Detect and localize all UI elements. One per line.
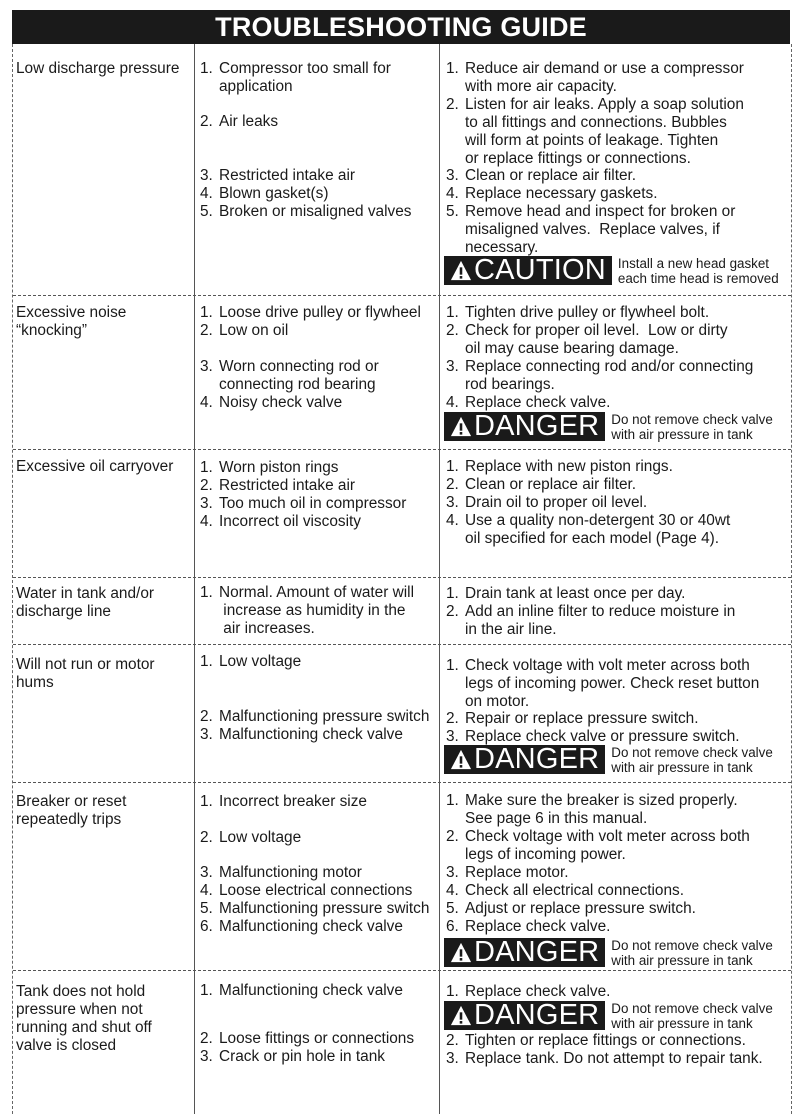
danger-badge: DANGER [444, 938, 605, 967]
cause-item: 2. Air leaks [200, 113, 279, 130]
danger-warning [444, 938, 773, 967]
danger-warning [444, 745, 773, 774]
problem-cell: Water in tank and/or discharge line [16, 585, 155, 620]
solution-item: 5. Adjust or replace pressure switch. [446, 900, 696, 917]
warning-note: Do not remove check valve with air pressure in tank [611, 411, 773, 442]
column-divider [439, 44, 440, 1114]
solution-item: 2. Listen for air leaks. Apply a soap solution to all fittings and connections. Bubbles will form at points of leakage. Tighten or replace fittings or connections. [446, 96, 744, 167]
solution-item: 1. Reduce air demand or use a compressor with more air capacity. [446, 60, 744, 95]
solution-item: 4. Replace check valve. [446, 394, 611, 411]
solution-item: 1. Tighten drive pulley or flywheel bolt. [446, 304, 710, 321]
cause-item: 4. Loose electrical connections [200, 882, 413, 899]
cause-item: 1. Malfunctioning check valve [200, 982, 403, 999]
row-divider [13, 644, 791, 645]
cause-item: 1. Normal. Amount of water will increase as humidity in the air increases. [200, 584, 415, 637]
solution-item: 3. Drain oil to proper oil level. [446, 494, 648, 511]
cause-item: 2. Malfunctioning pressure switch [200, 708, 430, 725]
cause-item: 3. Malfunctioning motor [200, 864, 362, 881]
cause-item: 1. Loose drive pulley or flywheel [200, 304, 421, 321]
solution-item: 1. Make sure the breaker is sized properly. See page 6 in this manual. [446, 792, 738, 827]
caution-badge: CAUTION [444, 256, 612, 285]
cause-item: 3. Restricted intake air [200, 167, 356, 184]
danger-badge: DANGER [444, 745, 605, 774]
solution-item: 2. Check for proper oil level. Low or dirty oil may cause bearing damage. [446, 322, 728, 357]
solution-item: 2. Tighten or replace fittings or connections. [446, 1032, 746, 1049]
warning-note: Do not remove check valve with air pressure in tank [611, 744, 773, 775]
cause-item: 1. Compressor too small for application [200, 60, 391, 95]
warning-note: Do not remove check valve with air pressure in tank [611, 1000, 773, 1031]
cause-item: 1. Incorrect breaker size [200, 793, 367, 810]
solution-item: 3. Replace motor. [446, 864, 569, 881]
column-divider [194, 44, 195, 1114]
solution-item: 3. Replace check valve or pressure switch. [446, 728, 740, 745]
page-title: TROUBLESHOOTING GUIDE [215, 12, 587, 42]
warning-note: Install a new head gasket each time head is removed [617, 255, 779, 286]
solution-item: 5. Remove head and inspect for broken or misaligned valves. Replace valves, if necessary. [446, 203, 736, 256]
warning-triangle-icon [450, 260, 472, 282]
cause-item: 5. Malfunctioning pressure switch [200, 900, 430, 917]
cause-item: 3. Malfunctioning check valve [200, 726, 403, 743]
title-banner [12, 10, 790, 44]
solution-item: 1. Drain tank at least once per day. [446, 585, 686, 602]
cause-item: 3. Worn connecting rod or connecting rod bearing [200, 358, 379, 393]
warning-note: Do not remove check valve with air pressure in tank [611, 937, 773, 968]
danger-badge: DANGER [444, 412, 605, 441]
solution-item: 2. Check voltage with volt meter across both legs of incoming power. [446, 828, 750, 863]
warning-triangle-icon [450, 1005, 472, 1027]
solution-item: 2. Clean or replace air filter. [446, 476, 637, 493]
row-divider [13, 295, 791, 296]
warning-triangle-icon [450, 749, 472, 771]
problem-cell: Tank does not hold pressure when not running and shut off valve is closed [16, 983, 152, 1054]
danger-badge: DANGER [444, 1001, 605, 1030]
cause-item: 6. Malfunctioning check valve [200, 918, 403, 935]
cause-item: 2. Restricted intake air [200, 477, 356, 494]
warning-triangle-icon [450, 942, 472, 964]
solution-item: 3. Clean or replace air filter. [446, 167, 637, 184]
solution-item: 4. Use a quality non-detergent 30 or 40wt oil specified for each model (Page 4). [446, 512, 731, 547]
warning-triangle-icon [450, 416, 472, 438]
cause-item: 4. Noisy check valve [200, 394, 343, 411]
cause-item: 1. Worn piston rings [200, 459, 339, 476]
cause-item: 2. Low on oil [200, 322, 289, 339]
solution-item: 3. Replace tank. Do not attempt to repair tank. [446, 1050, 763, 1067]
solution-item: 1. Replace check valve. [446, 983, 611, 1000]
solution-item: 6. Replace check valve. [446, 918, 611, 935]
cause-item: 5. Broken or misaligned valves [200, 203, 412, 220]
cause-item: 2. Low voltage [200, 829, 302, 846]
cause-item: 3. Crack or pin hole in tank [200, 1048, 385, 1065]
problem-cell: Breaker or reset repeatedly trips [16, 793, 127, 828]
row-divider [13, 577, 791, 578]
cause-item: 2. Loose fittings or connections [200, 1030, 415, 1047]
problem-cell: Excessive noise “knocking” [16, 304, 127, 339]
problem-cell: Excessive oil carryover [16, 458, 174, 475]
row-divider [13, 782, 791, 783]
solution-item: 1. Replace with new piston rings. [446, 458, 673, 475]
cause-item: 1. Low voltage [200, 653, 302, 670]
row-divider [13, 449, 791, 450]
problem-cell: Will not run or motor hums [16, 656, 155, 691]
row-divider [13, 970, 791, 971]
cause-item: 3. Too much oil in compressor [200, 495, 407, 512]
solution-item: 2. Repair or replace pressure switch. [446, 710, 699, 727]
solution-item: 2. Add an inline filter to reduce moisture in in the air line. [446, 603, 736, 638]
danger-warning [444, 412, 773, 441]
cause-item: 4. Blown gasket(s) [200, 185, 329, 202]
problem-cell: Low discharge pressure [16, 60, 180, 77]
solution-item: 4. Replace necessary gaskets. [446, 185, 658, 202]
caution-warning [444, 256, 779, 285]
cause-item: 4. Incorrect oil viscosity [200, 513, 361, 530]
danger-warning [444, 1001, 773, 1030]
solution-item: 4. Check all electrical connections. [446, 882, 684, 899]
solution-item: 3. Replace connecting rod and/or connecting rod bearings. [446, 358, 754, 393]
solution-item: 1. Check voltage with volt meter across both legs of incoming power. Check reset button on motor. [446, 657, 760, 710]
